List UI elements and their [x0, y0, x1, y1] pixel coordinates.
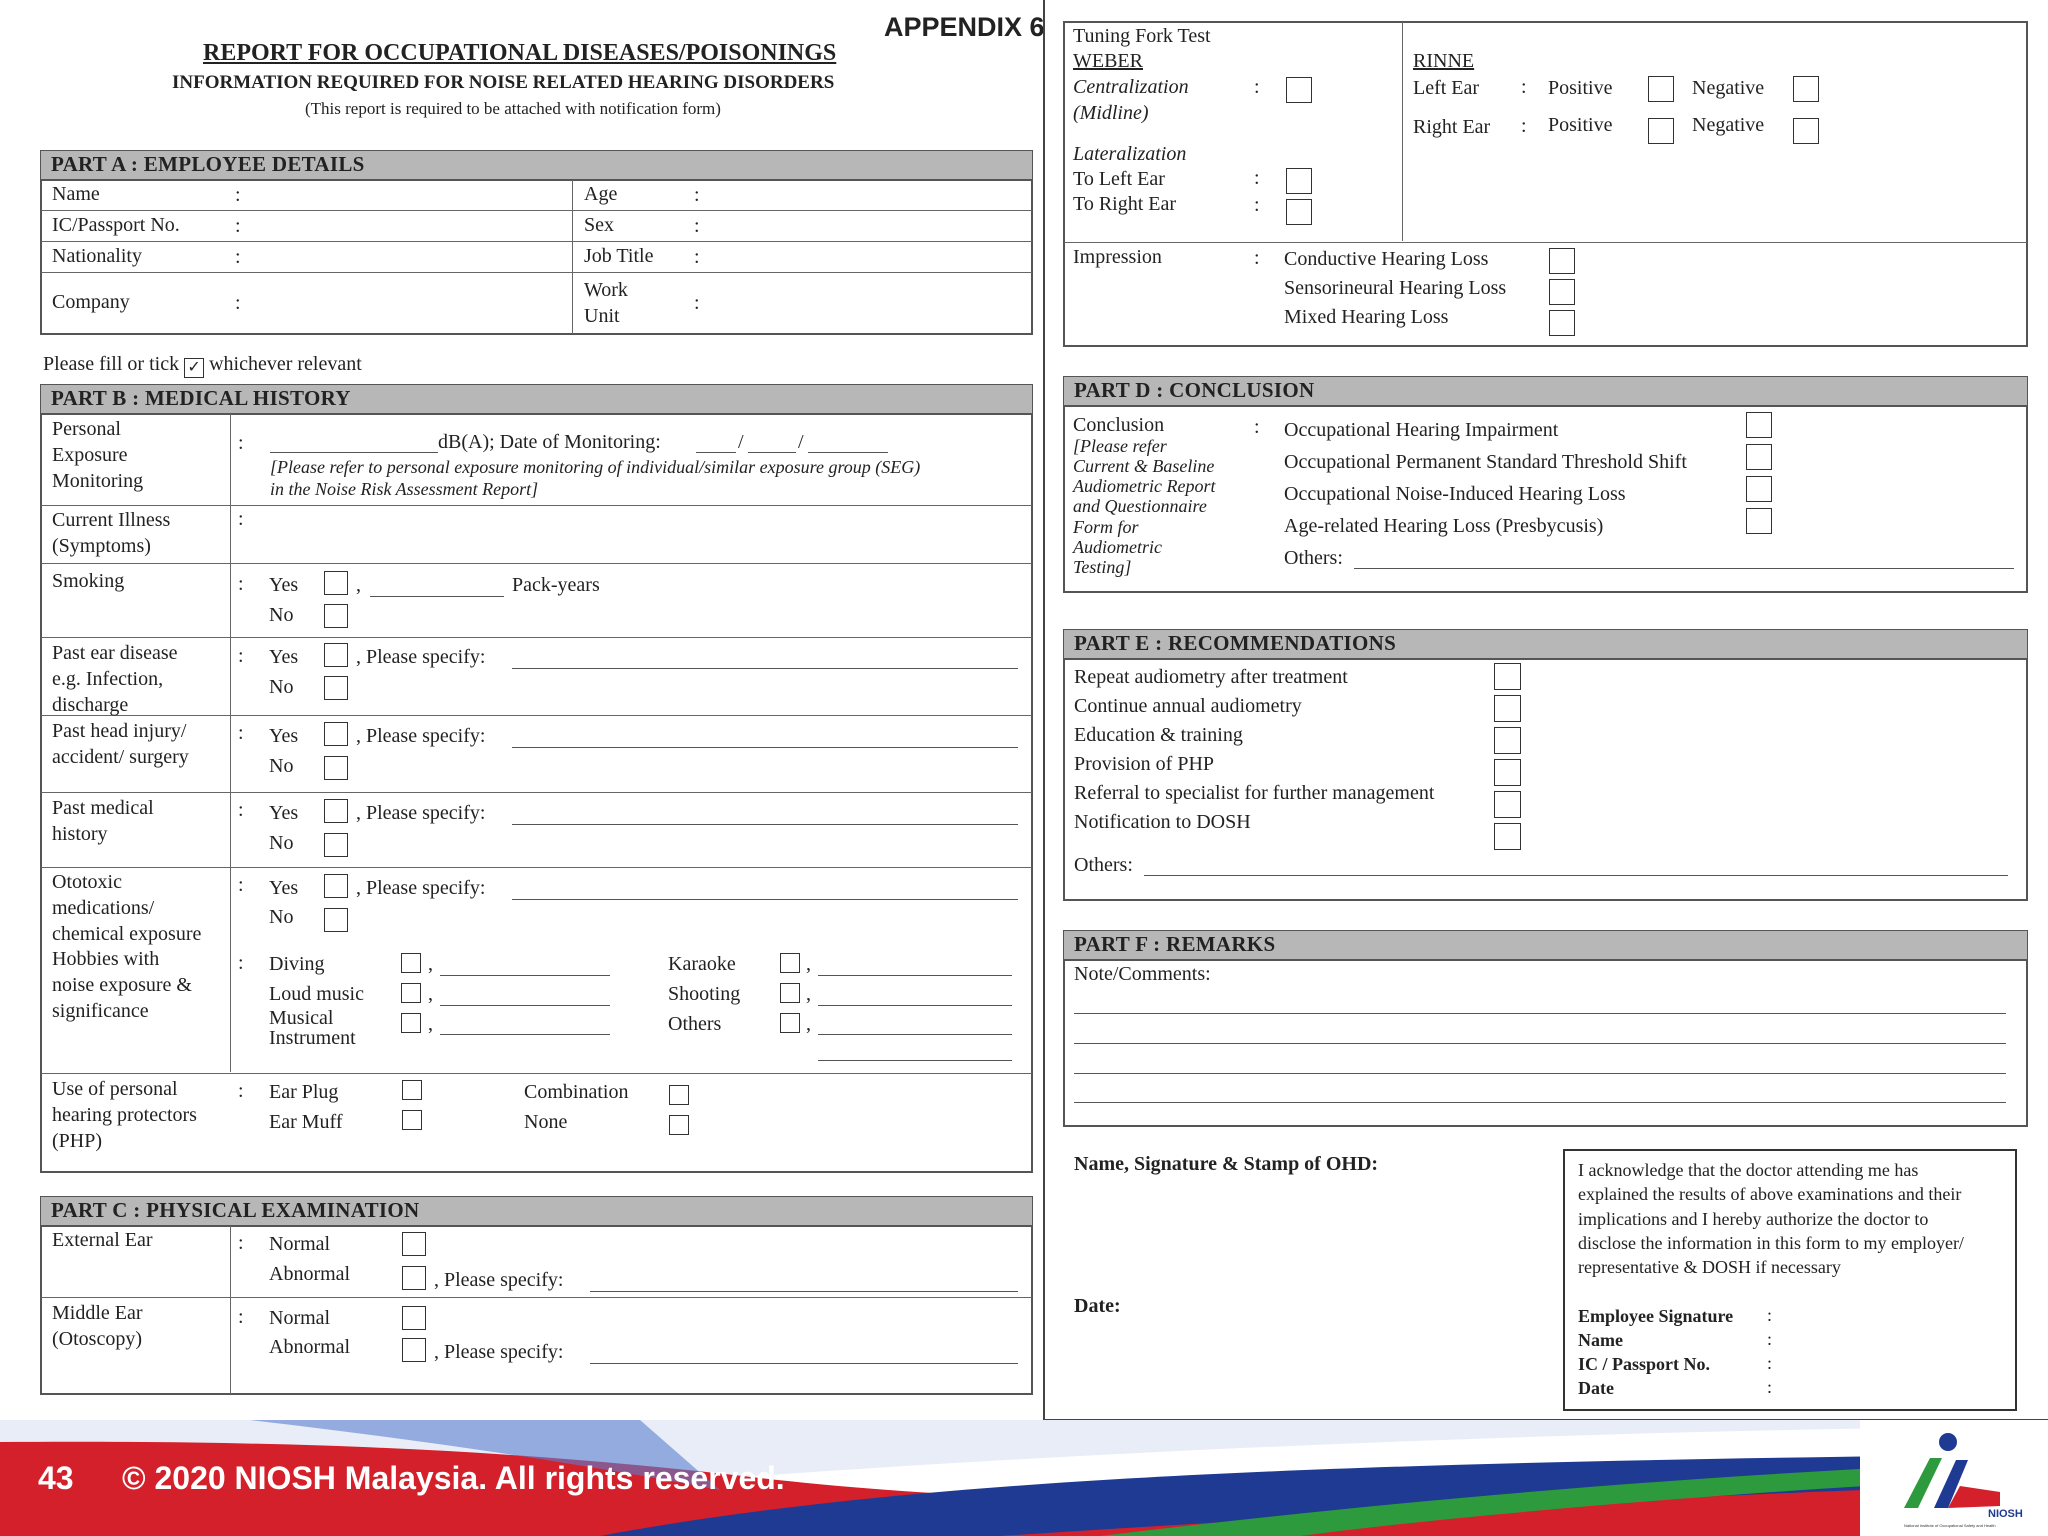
head-injury-yes-checkbox[interactable]	[324, 722, 348, 746]
form-subtitle: INFORMATION REQUIRED FOR NOISE RELATED HEARING DISORDERS	[172, 72, 835, 93]
conductive-checkbox[interactable]	[1549, 248, 1575, 274]
recommend-education-checkbox[interactable]	[1494, 727, 1521, 754]
middle-abnormal-checkbox[interactable]	[402, 1338, 426, 1362]
label-impression: Impression	[1073, 246, 1162, 268]
fill-instruction: Please fill or tick ✓ whichever relevant	[43, 353, 362, 376]
label-company: Company	[52, 291, 130, 313]
remarks-note-label: Note/Comments:	[1074, 963, 1211, 985]
page-number: 43	[38, 1460, 74, 1496]
external-abnormal-checkbox[interactable]	[402, 1266, 426, 1290]
part-f-header: PART F : REMARKS	[1063, 930, 2028, 961]
remarks-line-2[interactable]	[1074, 1043, 2006, 1044]
ear-muff-checkbox[interactable]	[402, 1110, 422, 1130]
shooting-checkbox[interactable]	[780, 983, 800, 1003]
niosh-logo-icon	[1890, 1428, 2010, 1518]
medical-no-checkbox[interactable]	[324, 833, 348, 857]
label-age: Age	[584, 183, 618, 205]
pem-refer-note: [Please refer to personal exposure monitoring of individual/similar exposure group (SEG) in the Noise Risk Assessment Report]	[270, 457, 921, 499]
rinne-right-positive-checkbox[interactable]	[1648, 118, 1674, 144]
none-checkbox[interactable]	[669, 1115, 689, 1135]
label-external-ear: External Ear	[52, 1229, 153, 1251]
middle-specify-field[interactable]	[590, 1363, 1018, 1364]
label-job: Job Title	[584, 245, 654, 267]
label-past-medical: Past medical history	[52, 797, 154, 845]
niosh-brand-text: NIOSH	[1988, 1508, 2023, 1520]
label-illness: Current Illness (Symptoms)	[52, 509, 171, 557]
recommend-dosh-checkbox[interactable]	[1494, 823, 1521, 850]
tuning-fork-table	[1063, 21, 2028, 347]
conclusion-others-field[interactable]	[1354, 568, 2014, 569]
label-php: Use of personal hearing protectors (PHP)	[52, 1078, 197, 1152]
karaoke-checkbox[interactable]	[780, 953, 800, 973]
tuning-fork-title: Tuning Fork Test	[1073, 25, 1211, 47]
ear-disease-yes-checkbox[interactable]	[324, 643, 348, 667]
date-label: Date:	[1074, 1295, 1121, 1317]
appendix-label: APPENDIX 6	[884, 12, 1045, 42]
ear-disease-specify-field[interactable]	[512, 668, 1018, 669]
recommend-annual-checkbox[interactable]	[1494, 695, 1521, 722]
conclusion-psts-checkbox[interactable]	[1746, 444, 1772, 470]
recommend-php-checkbox[interactable]	[1494, 759, 1521, 786]
form-title: REPORT FOR OCCUPATIONAL DISEASES/POISONINGS	[203, 40, 837, 66]
head-injury-specify-field[interactable]	[512, 747, 1018, 748]
rinne-left-positive-checkbox[interactable]	[1648, 76, 1674, 102]
label-smoking: Smoking	[52, 570, 125, 592]
form-note: (This report is required to be attached with notification form)	[305, 99, 721, 118]
label-ototoxic: Ototoxic medications/ chemical exposure	[52, 871, 202, 945]
tick-box-icon: ✓	[184, 358, 204, 378]
label-name: Name	[52, 183, 100, 205]
middle-normal-checkbox[interactable]	[402, 1306, 426, 1330]
combination-checkbox[interactable]	[669, 1085, 689, 1105]
label-ear-disease: Past ear disease e.g. Infection, discharge	[52, 642, 178, 716]
ear-plug-checkbox[interactable]	[402, 1080, 422, 1100]
medical-yes-checkbox[interactable]	[324, 799, 348, 823]
label-work: Work Unit	[584, 279, 628, 327]
diving-checkbox[interactable]	[401, 953, 421, 973]
part-b-table	[40, 413, 1033, 1173]
label-pem: Personal Exposure Monitoring	[52, 418, 144, 492]
remarks-line-4[interactable]	[1074, 1102, 2006, 1103]
mixed-checkbox[interactable]	[1549, 310, 1575, 336]
part-c-header: PART C : PHYSICAL EXAMINATION	[40, 1196, 1033, 1227]
part-a-header: PART A : EMPLOYEE DETAILS	[40, 150, 1033, 181]
head-injury-no-checkbox[interactable]	[324, 756, 348, 780]
remarks-line-3[interactable]	[1074, 1073, 2006, 1074]
label-ic: IC/Passport No.	[52, 214, 180, 236]
loud-music-checkbox[interactable]	[401, 983, 421, 1003]
conclusion-refer-note: [Please refer Current & Baseline Audiometric Report and Questionnaire Form for Audiometric Testing]	[1073, 436, 1216, 577]
ototoxic-no-checkbox[interactable]	[324, 908, 348, 932]
recommend-others-field[interactable]	[1144, 875, 2008, 876]
recommend-referral-checkbox[interactable]	[1494, 791, 1521, 818]
label-head-injury: Past head injury/ accident/ surgery	[52, 720, 189, 768]
label-sex: Sex	[584, 214, 614, 236]
conclusion-nihl-checkbox[interactable]	[1746, 476, 1772, 502]
part-a-table	[40, 179, 1033, 335]
ear-disease-no-checkbox[interactable]	[324, 676, 348, 700]
others-hobby-checkbox[interactable]	[780, 1013, 800, 1033]
rinne-right-negative-checkbox[interactable]	[1793, 118, 1819, 144]
label-hobbies: Hobbies with noise exposure & significance	[52, 948, 192, 1022]
smoking-no-checkbox[interactable]	[324, 604, 348, 628]
recommend-repeat-checkbox[interactable]	[1494, 663, 1521, 690]
page-divider	[1043, 0, 1045, 1420]
part-e-header: PART E : RECOMMENDATIONS	[1063, 629, 2028, 660]
musical-instrument-checkbox[interactable]	[401, 1013, 421, 1033]
niosh-brand-subtext: National Institute of Occupational Safety and Health	[1904, 1523, 1996, 1528]
external-normal-checkbox[interactable]	[402, 1232, 426, 1256]
part-c-table	[40, 1225, 1033, 1395]
ohd-signature-label: Name, Signature & Stamp of OHD:	[1074, 1153, 1379, 1175]
conclusion-ohi-checkbox[interactable]	[1746, 412, 1772, 438]
conclusion-presbycusis-checkbox[interactable]	[1746, 508, 1772, 534]
copyright-text: © 2020 NIOSH Malaysia. All rights reserved.	[122, 1460, 785, 1496]
ototoxic-yes-checkbox[interactable]	[324, 874, 348, 898]
external-specify-field[interactable]	[590, 1291, 1018, 1292]
smoking-yes-checkbox[interactable]	[324, 571, 348, 595]
label-nationality: Nationality	[52, 245, 142, 267]
acknowledgement-text: I acknowledge that the doctor attending me has explained the results of above examinations and their implications and I hereby authorize the doctor to disclose the information in this form to my employer/ representative & DOSH if necessary	[1578, 1160, 1964, 1278]
weber-central-checkbox[interactable]	[1286, 77, 1312, 103]
label-middle-ear: Middle Ear (Otoscopy)	[52, 1302, 143, 1350]
weber-right-checkbox[interactable]	[1286, 199, 1312, 225]
part-b-header: PART B : MEDICAL HISTORY	[40, 384, 1033, 415]
label-conclusion: Conclusion	[1073, 414, 1165, 436]
medical-specify-field[interactable]	[512, 824, 1018, 825]
remarks-line-1[interactable]	[1074, 1013, 2006, 1014]
sensorineural-checkbox[interactable]	[1549, 279, 1575, 305]
ototoxic-specify-field[interactable]	[512, 899, 1018, 900]
weber-left-checkbox[interactable]	[1286, 168, 1312, 194]
part-d-header: PART D : CONCLUSION	[1063, 376, 2028, 407]
rinne-left-negative-checkbox[interactable]	[1793, 76, 1819, 102]
